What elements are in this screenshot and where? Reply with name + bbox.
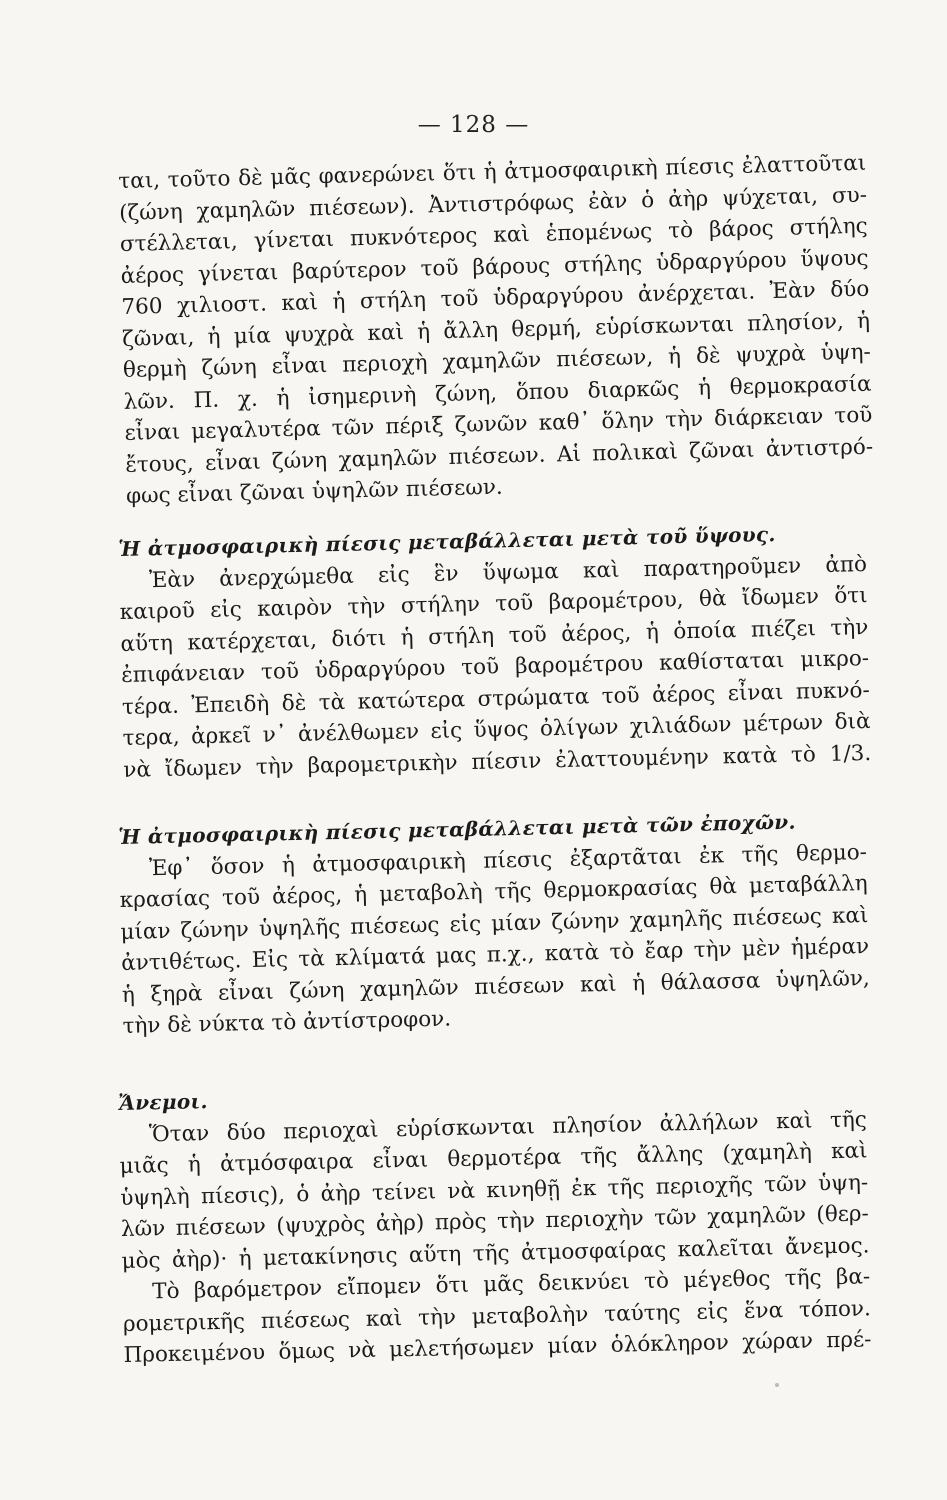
text-line: καιροῦ εἰς καιρὸν τὴν στήλην τοῦ βαρομέτρου, θὰ ἴδωμεν ὅτι xyxy=(119,583,868,625)
text-line: Τὸ βαρόμετρον εἴπομεν ὅτι μᾶς δεικνύει τὸ μέγεθος τῆς βα- xyxy=(152,1264,871,1305)
text-line: μιᾶς ἡ ἀτμόσφαιρα εἶναι θερμοτέρα τῆς ἄλλης (χαμηλὴ καὶ xyxy=(119,1138,868,1179)
print-speck xyxy=(775,1383,779,1387)
page-number: — 128 — xyxy=(417,112,530,138)
text-line: ὑψηλὴ πίεσις), ὁ ἀὴρ τείνει νὰ κινηθῇ ἐκ τῆς περιοχῆς τῶν ὑψη- xyxy=(120,1169,869,1211)
text-line: τερα, ἀρκεῖ ν᾽ ἀνέλθωμεν εἰς ὕψος ὀλίγων χιλιάδων μέτρων διὰ xyxy=(122,708,871,751)
text-line: ρομετρικῆς πιέσεως καὶ τὴν μεταβολὴν ταύτης εἰς ἕνα τόπον. xyxy=(122,1295,872,1337)
text-line: ἡ ξηρὰ εἶναι ζώνη χαμηλῶν πιέσεων καὶ ἡ θάλασσα ὑψηλῶν, xyxy=(121,965,871,1008)
text-line: (ζώνη χαμηλῶν πιέσεων). Ἀντιστρόφως ἐὰν ὁ ἀὴρ ψύχεται, συ- xyxy=(118,182,868,226)
text-line: 760 χιλιοστ. καὶ ἡ στήλη τοῦ ὑδραργύρου ἀνέρχεται. Ἐὰν δύο xyxy=(121,276,870,320)
text-line: λῶν. Π. χ. ἡ ἰσημερινὴ ζώνη, ὅπου διαρκῶς ἡ θερμοκρασία xyxy=(123,371,872,415)
text-line: μίαν ζώνην ὑψηλῆς πιέσεως εἰς μίαν ζώνην χαμηλῆς πιέσεως καὶ xyxy=(120,902,869,945)
section-heading: Ἡ ἀτμοσφαιρικὴ πίεσις μεταβάλλεται μετὰ τοῦ ὕψους. xyxy=(118,522,776,561)
text-line: τὴν δὲ νύκτα τὸ ἀντίστροφον. xyxy=(122,1006,452,1039)
text-line: κρασίας τοῦ ἀέρος, ἡ μεταβολὴ τῆς θερμοκρασίας θὰ μεταβάλλη xyxy=(119,871,868,913)
text-line: Ἐφ᾽ ὅσον ἡ ἀτμοσφαιρικὴ πίεσις ἐξαρτᾶται ἐκ τῆς θερμο- xyxy=(148,839,868,881)
text-line: θερμὴ ζώνη εἶναι περιοχὴ χαμηλῶν πιέσεων, ἡ δὲ ψυχρὰ ὑψη- xyxy=(122,339,872,383)
text-line: νὰ ἴδωμεν τὴν βαρομετρικὴν πίεσιν ἐλαττουμένην κατὰ τὸ 1/3. xyxy=(123,740,872,783)
text-line: στέλλεται, γίνεται πυκνότερος καὶ ἑπομένως τὸ βάρος στήλης xyxy=(119,213,869,257)
text-line: εἶναι μεγαλυτέρα τῶν πέριξ ζωνῶν καθ᾽ ὅλην τὴν διάρκειαν τοῦ xyxy=(124,402,873,446)
text-line: ἔτους, εἶναι ζώνη χαμηλῶν πιέσεων. Αἱ πολικαὶ ζῶναι ἀντιστρό- xyxy=(124,434,874,478)
text-line: λῶν πιέσεων (ψυχρὸς ἀὴρ) πρὸς τὴν περιοχὴν τῶν χαμηλῶν (θερ- xyxy=(120,1201,870,1242)
text-line: ἀντιθέτως. Εἰς τὰ κλίματά μας π.χ., κατὰ τὸ ἔαρ τὴν μὲν ἡμέραν xyxy=(120,933,870,976)
text-line: ἀέρος γίνεται βαρύτερον τοῦ βάρους στήλης ὑδραργύρου ὕψους xyxy=(120,245,869,289)
text-line: Προκειμένου ὅμως νὰ μελετήσωμεν μίαν ὁλόκληρον χώραν πρέ- xyxy=(123,1327,872,1368)
text-line: ἐπιφάνειαν τοῦ ὑδραργύρου τοῦ βαρομέτρου καθίσταται μικρο- xyxy=(120,645,870,688)
section-winds xyxy=(118,1072,872,1371)
section-heading: Ἡ ἀτμοσφαιρικὴ πίεσις μεταβάλλεται μετὰ τῶν ἐποχῶν. xyxy=(118,809,796,849)
text-line: αὕτη κατέρχεται, διότι ἡ στήλη τοῦ ἀέρος, ἡ ὁποία πιέζει τὴν xyxy=(120,614,869,657)
paragraph-continuation xyxy=(118,148,874,513)
text-line: τέρα. Ἐπειδὴ δὲ τὰ κατώτερα στρώματα τοῦ ἀέρος εἶναι πυκνό- xyxy=(121,677,871,720)
section-heading: Ἄνεμοι. xyxy=(118,1089,208,1115)
text-line: φως εἶναι ζῶναι ὑψηλῶν πιέσεων. xyxy=(125,474,504,509)
text-line: Ἐὰν ἀνερχώμεθα εἰς ἓν ὕψωμα καὶ παρατηροῦμεν ἀπὸ xyxy=(148,551,868,593)
text-line: μὸς ἀὴρ)· ἡ μετακίνησις αὕτη τῆς ἀτμοσφαίρας καλεῖται ἄνεμος. xyxy=(121,1232,870,1274)
section-altitude xyxy=(118,517,872,786)
text-line: ται, τοῦτο δὲ μᾶς φανερώνει ὅτι ἡ ἀτμοσφαιρικὴ πίεσις ἐλαττοῦται xyxy=(118,150,867,194)
section-seasons xyxy=(118,805,871,1042)
text-line: Ὅταν δύο περιοχαὶ εὑρίσκωνται πλησίον ἀλλήλων καὶ τῆς xyxy=(148,1106,868,1147)
text-line: ζῶναι, ἡ μία ψυχρὰ καὶ ἡ ἄλλη θερμή, εὑρίσκωνται πλησίον, ἡ xyxy=(121,308,871,352)
